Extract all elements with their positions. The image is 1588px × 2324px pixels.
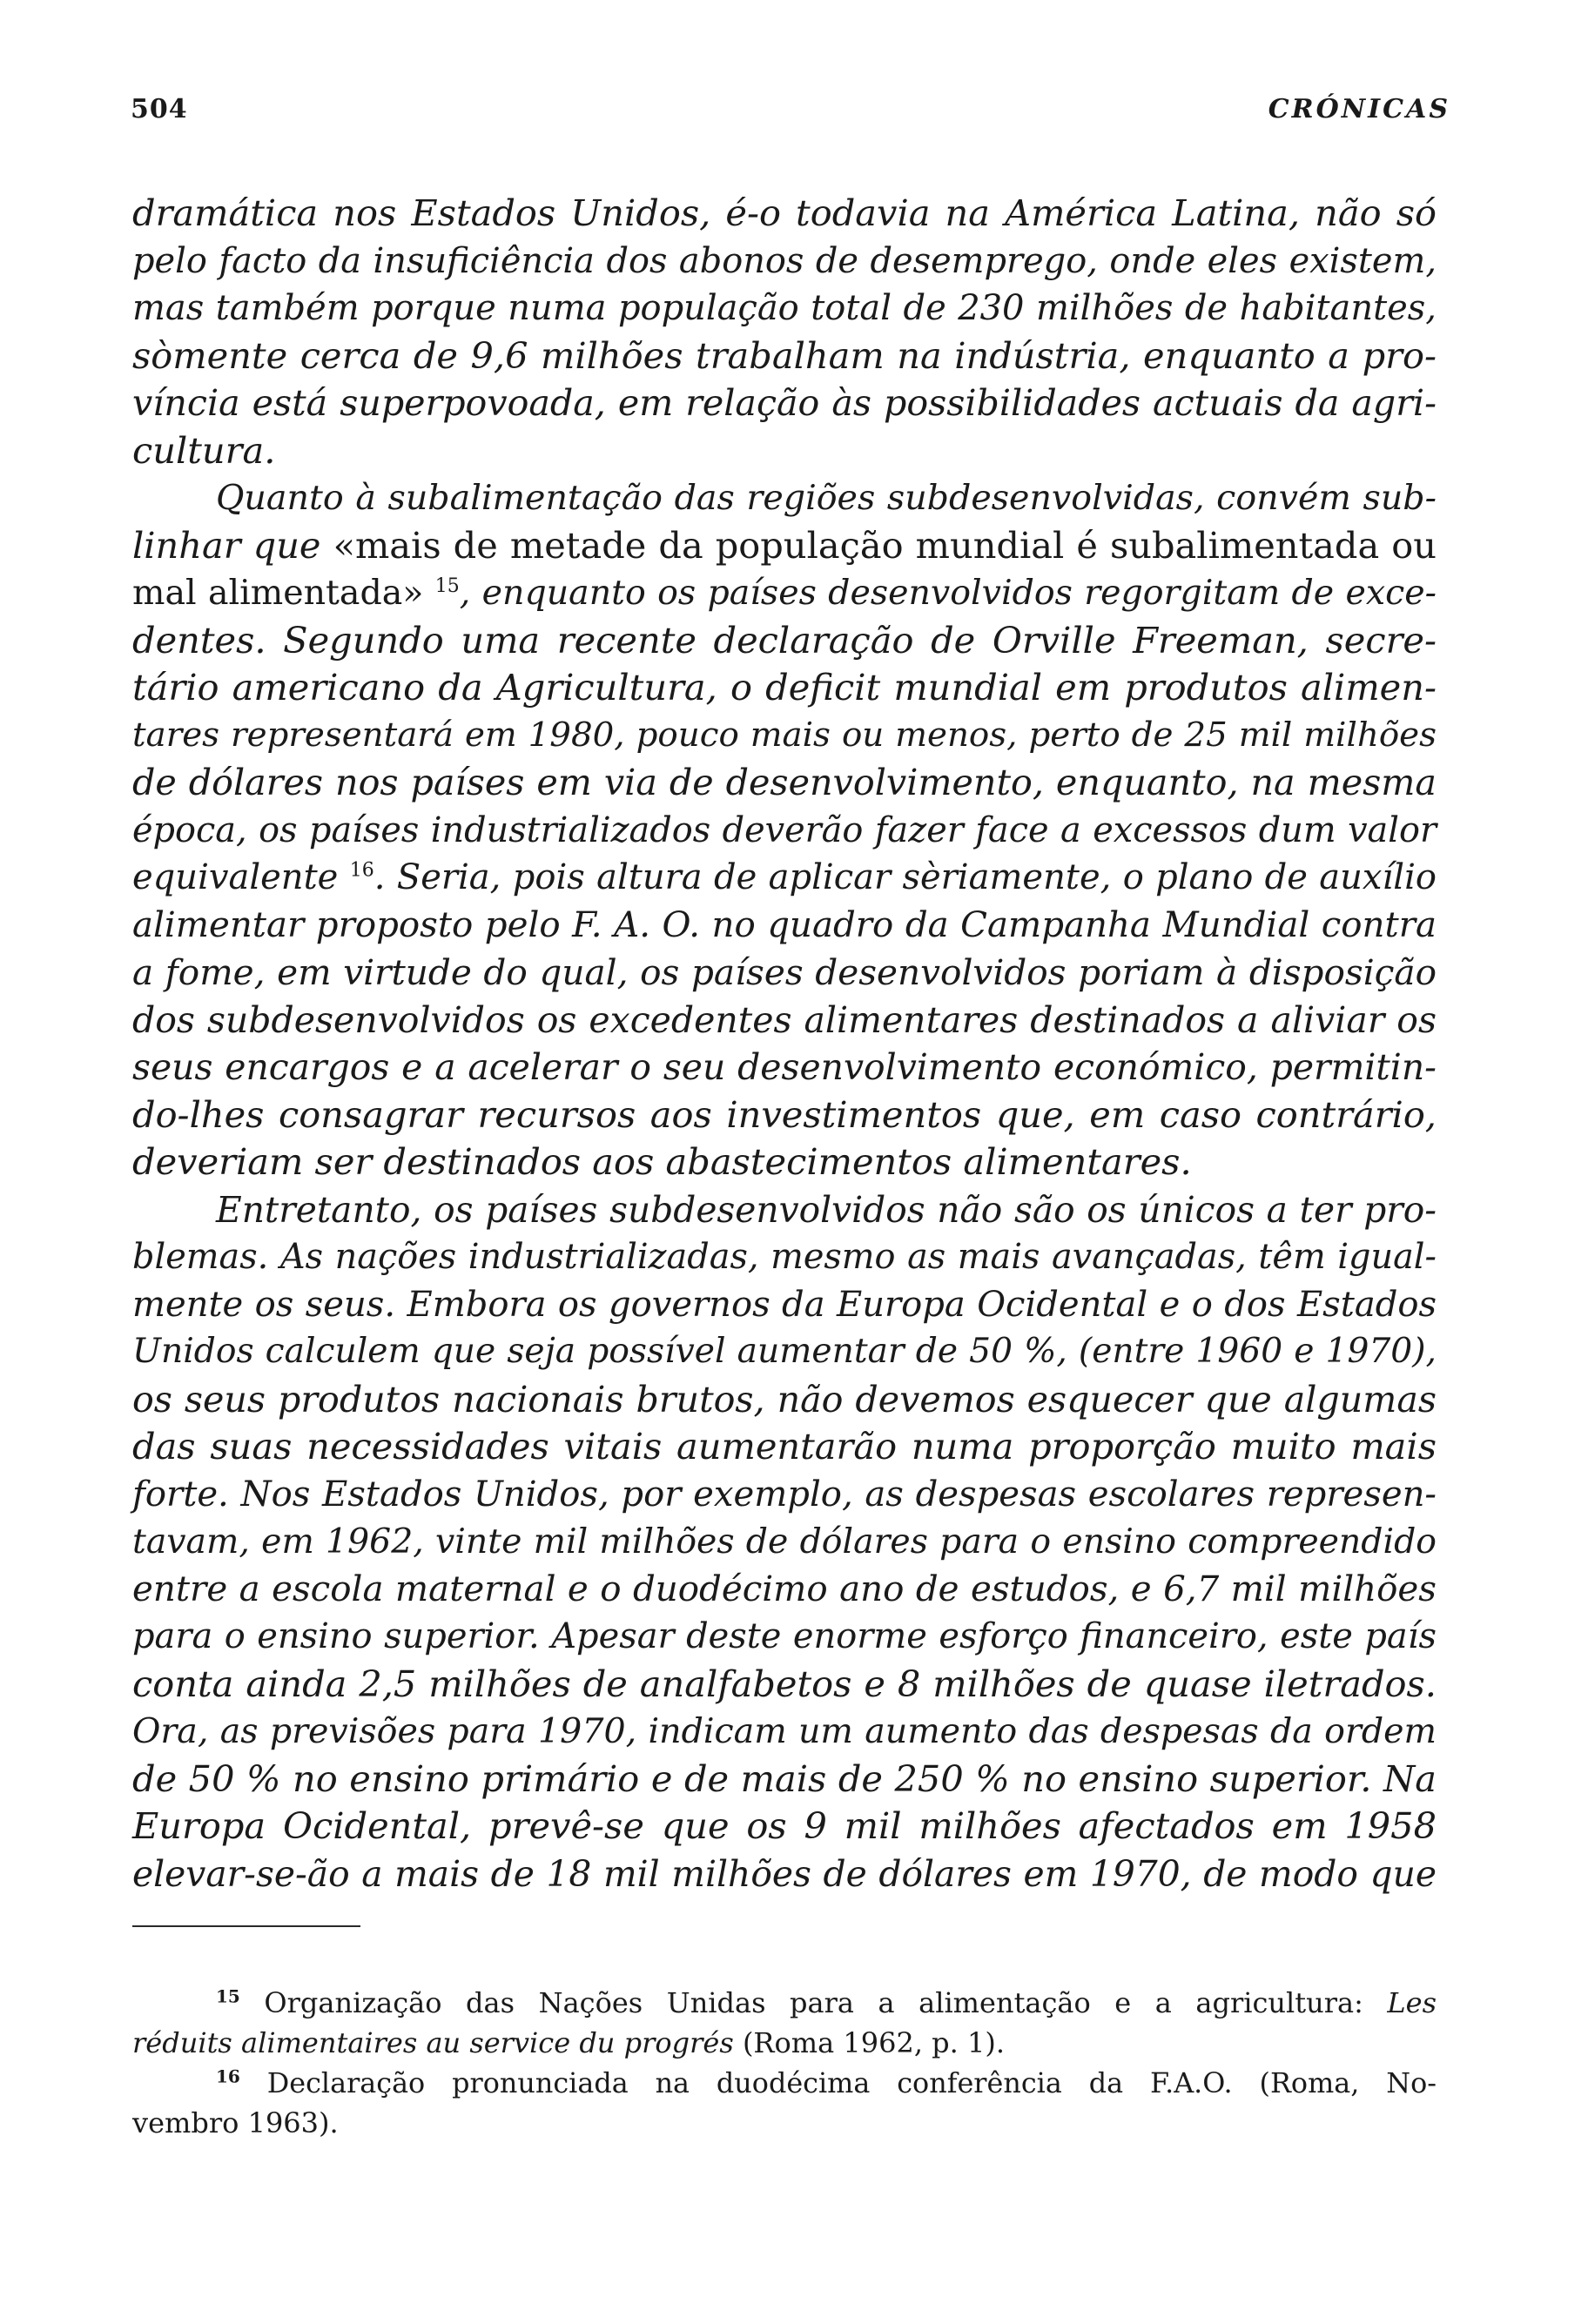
quotation-segment: «mais de metade da população mundial é subalimentada ou — [333, 523, 1437, 567]
text-line: mente os seus. Embora os governos da Europa Ocidental e o dos Estados — [132, 1284, 1437, 1325]
footnote-15 — [132, 1983, 1437, 2023]
text-line: a fome, em virtude do qual, os países desenvolvidos poriam à disposição — [132, 951, 1437, 993]
text-line: dentes. Segundo uma recente declaração de Orville Freeman, secre- — [132, 618, 1437, 662]
italic-segment: , enquanto os países desenvolvidos regorgitam de exce- — [459, 573, 1437, 613]
text-line — [132, 854, 1437, 902]
text-line: conta ainda 2,5 milhões de analfabetos e 8 milhões de quase iletrados. — [132, 1662, 1437, 1705]
footnote-16 — [132, 2063, 1437, 2103]
text-line: forte. Nos Estados Unidos, por exemplo, as despesas escolares represen- — [132, 1474, 1437, 1515]
text-line: elevar-se-ão a mais de 18 mil milhões de dólares em 1970, de modo que — [132, 1852, 1437, 1895]
text-line: tares representará em 1980, pouco mais ou menos, perto de 25 mil milhões — [132, 715, 1437, 755]
text-line: pelo facto da insuficiência dos abonos de desemprego, onde eles existem, — [132, 240, 1437, 281]
text-line: das suas necessidades vitais aumentarão numa proporção muito mais — [132, 1425, 1437, 1468]
text-line: para o ensino superior. Apesar deste enorme esforço financeiro, este país — [132, 1616, 1437, 1656]
text-line: Quanto à subalimentação das regiões subdesenvolvidas, convém sub- — [216, 478, 1437, 518]
text-line: entre a escola maternal e o duodécimo ano de estudos, e 6,7 mil milhões — [132, 1568, 1437, 1609]
page-number: 504 — [131, 94, 188, 124]
text-line: cultura. — [132, 428, 276, 472]
text-line: os seus produtos nacionais brutos, não devemos esquecer que algumas — [132, 1378, 1437, 1421]
text-line: do-lhes consagrar recursos aos investimentos que, em caso contrário, — [132, 1092, 1437, 1136]
text-line: deveriam ser destinados aos abastecimentos alimentares. — [132, 1140, 1192, 1183]
footnote-ref-16[interactable]: 16 — [349, 859, 374, 882]
text-line: víncia está superpovoada, em relação às possibilidades actuais da agri- — [132, 382, 1437, 424]
italic-segment: equivalente — [132, 857, 339, 897]
text-line: blemas. As nações industrializadas, mesmo as mais avançadas, têm igual- — [132, 1237, 1437, 1277]
text-line: Europa Ocidental, prevê-se que os 9 mil milhões afectados em 1958 — [132, 1804, 1437, 1847]
footnote-mark: 15 — [216, 1985, 240, 2007]
footnote-ref-15[interactable]: 15 — [434, 574, 460, 597]
text-line: tavam, em 1962, vinte mil milhões de dólares para o ensino compreendido — [132, 1521, 1437, 1562]
text-line — [132, 522, 1437, 570]
text-line: tário americano da Agricultura, o deficit mundial em produtos alimen- — [132, 666, 1437, 709]
footnote-text: (Roma 1962, p. 1). — [733, 2026, 1005, 2059]
footnote-title: Les — [1387, 1986, 1437, 2019]
footnotes — [132, 1983, 1437, 2143]
footnote-title: réduits alimentaires au service du progrés — [132, 2026, 734, 2059]
italic-segment: linhar que — [132, 523, 321, 567]
italic-segment: . Seria, pois altura de aplicar sèriamente, o plano de auxílio — [373, 857, 1437, 897]
footnote-text: Declaração pronunciada na duodécima conferência da F.A.O. (Roma, No- — [266, 2066, 1437, 2099]
text-line: mas também porque numa população total de 230 milhões de habitantes, — [132, 288, 1437, 328]
quotation-segment: mal alimentada» — [132, 573, 424, 613]
footnote-text: vembro 1963). — [132, 2106, 339, 2139]
text-line: Entretanto, os países subdesenvolvidos não são os únicos a ter pro- — [216, 1188, 1437, 1231]
text-line: seus encargos e a acelerar o seu desenvolvimento económico, permitin- — [132, 1046, 1437, 1088]
footnote-divider — [132, 1925, 360, 1927]
text-line: alimentar proposto pelo F. A. O. no quadro da Campanha Mundial contra — [132, 903, 1437, 945]
running-head: CRÓNICAS — [1268, 94, 1450, 124]
text-line: sòmente cerca de 9,6 milhões trabalham na indústria, enquanto a pro- — [132, 333, 1437, 377]
text-line — [132, 569, 1437, 617]
text-line: Ora, as previsões para 1970, indicam um aumento das despesas da ordem — [132, 1711, 1437, 1751]
text-line: Unidos calculem que seja possível aumentar de 50 %, (entre 1960 e 1970), — [132, 1332, 1437, 1371]
text-line: de 50 % no ensino primário e de mais de 250 % no ensino superior. Na — [132, 1756, 1437, 1800]
text-line: dos subdesenvolvidos os excedentes alimentares destinados a aliviar os — [132, 998, 1437, 1041]
body-text — [132, 190, 1437, 1897]
footnote-15-continued — [132, 2023, 1437, 2063]
footnote-text: Organização das Nações Unidas para a alimentação e a agricultura: — [264, 1986, 1388, 2019]
page-header — [131, 94, 1450, 146]
text-line: dramática nos Estados Unidos, é-o todavia na América Latina, não só — [132, 191, 1437, 234]
text-line: de dólares nos países em via de desenvolvimento, enquanto, na mesma — [132, 762, 1437, 803]
footnote-16-continued — [132, 2103, 1437, 2143]
footnote-mark: 16 — [216, 2065, 240, 2087]
text-line: época, os países industrializados deverão fazer face a excessos dum valor — [132, 809, 1437, 850]
